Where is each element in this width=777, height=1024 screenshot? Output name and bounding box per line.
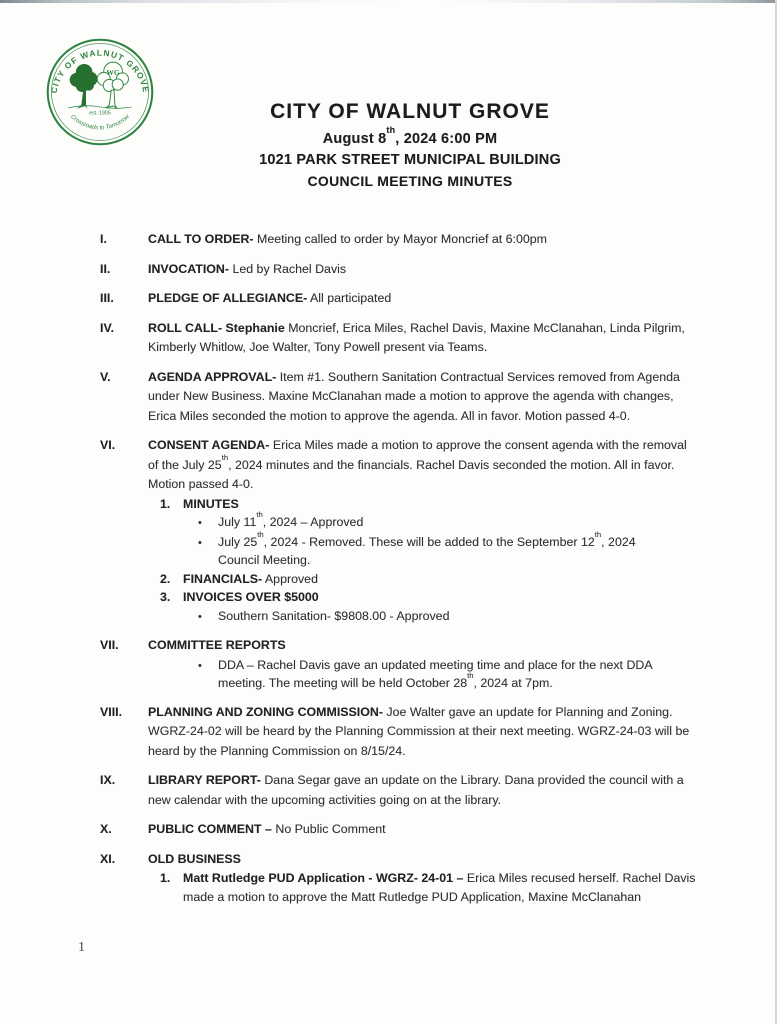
- agenda-item: [100, 319, 760, 358]
- agenda-subitem-marker: 2.: [160, 571, 171, 586]
- agenda-subitem: [160, 495, 760, 514]
- agenda-item-numeral: X.: [100, 822, 112, 836]
- agenda-item: [100, 703, 760, 762]
- agenda-item-text: CONSENT AGENDA- Erica Miles made a motion to approve the consent agenda with the removal of the July 25th, 2024 minutes and the financials. Rachel Davis seconded the motion. All in favor. Motion passed 4-0.: [148, 438, 687, 491]
- agenda-item-text: INVOCATION- Led by Rachel Davis: [148, 261, 347, 276]
- agenda-subitem: [160, 588, 760, 607]
- agenda-item-body: [148, 820, 760, 840]
- agenda-item-numeral: VI.: [100, 438, 116, 452]
- document-subtitle: COUNCIL MEETING MINUTES: [307, 173, 513, 189]
- agenda-item-text: PUBLIC COMMENT – No Public Comment: [148, 822, 386, 836]
- agenda-item-text: PLANNING AND ZONING COMMISSION- Joe Walter gave an update for Planning and Zoning. WGRZ-24-02 will be heard by the Planning Commission at their next meeting. WGRZ-24-03 will be heard by the Planning Commission on 8/15/24.: [148, 704, 690, 758]
- agenda-item-text: PLEDGE OF ALLEGIANCE- All participated: [148, 291, 392, 305]
- agenda-item-text: CALL TO ORDER- Meeting called to order by Mayor Moncrief at 6:00pm: [148, 232, 547, 246]
- agenda-item: [100, 436, 760, 626]
- solid-tree-icon: [70, 64, 98, 109]
- agenda-item-text: AGENDA APPROVAL- Item #1. Southern Sanitation Contractual Services removed from Agenda under New Business. Maxine McClanahan made a motion to approve the agenda with changes, Erica Miles seconded the motion to approve the agenda. All in favor. Motion passed 4-0.: [148, 369, 680, 423]
- seal-est-text: est. 1905: [89, 110, 111, 117]
- agenda-subitem-marker: 1.: [160, 871, 171, 885]
- agenda-item-numeral: III.: [100, 291, 114, 305]
- agenda-subitem-text: MINUTES: [183, 496, 239, 511]
- seal-ring-text: CITY OF WALNUT GROVE: [48, 47, 152, 95]
- seal-monogram: WG: [106, 68, 120, 78]
- meeting-datetime: August 8th, 2024 6:00 PM: [322, 125, 498, 147]
- agenda-item-text: COMMITTEE REPORTS: [148, 638, 286, 652]
- document-header: [160, 100, 660, 189]
- agenda-item-text: OLD BUSINESS: [148, 851, 241, 866]
- page-number: 1: [78, 940, 85, 955]
- agenda-item: [100, 771, 760, 810]
- agenda-item: [100, 850, 760, 907]
- agenda-item-numeral: I.: [100, 232, 107, 246]
- agenda-bullet: [198, 529, 760, 570]
- agenda-item-numeral: VII.: [100, 638, 119, 652]
- bullet-text: Southern Sanitation- $9808.00 - Approved: [218, 608, 450, 623]
- agenda-item: [100, 636, 760, 693]
- agenda-item-text: LIBRARY REPORT- Dana Segar gave an update on the Library. Dana provided the council with a new calendar with the upcoming activities going on at the library.: [148, 773, 684, 807]
- scan-edge-top: [0, 0, 777, 3]
- agenda-list: [100, 230, 760, 916]
- meeting-address: 1021 PARK STREET MUNICIPAL BUILDING: [259, 152, 561, 168]
- agenda-item-body: [148, 850, 760, 907]
- agenda-item-numeral: V.: [100, 369, 111, 384]
- agenda-bullet: [198, 607, 760, 627]
- agenda-item: [100, 368, 760, 427]
- bullet-icon: •: [198, 659, 202, 672]
- agenda-item-body: [148, 319, 760, 358]
- agenda-subitem-text: Matt Rutledge PUD Application - WGRZ- 24-01 – Erica Miles recused herself. Rachel Davis made a motion to approve the Matt Rutledge PUD Application, Maxine McClanahan: [183, 871, 696, 904]
- agenda-item-numeral: II.: [100, 261, 111, 276]
- agenda-subitem-text: INVOICES OVER $5000: [183, 590, 319, 604]
- agenda-item: [100, 260, 760, 280]
- agenda-subitem-marker: 3.: [160, 590, 171, 604]
- agenda-item-numeral: IX.: [100, 773, 116, 787]
- agenda-item-body: [148, 368, 760, 427]
- agenda-item-body: [148, 771, 760, 810]
- city-seal-logo: [44, 36, 156, 148]
- agenda-bullet: [198, 510, 760, 533]
- agenda-item-numeral: IV.: [100, 320, 115, 335]
- bullet-icon: •: [198, 536, 202, 549]
- agenda-subitem-text: FINANCIALS- Approved: [183, 571, 318, 586]
- bullet-text: July 25th, 2024 - Removed. These will be added to the September 12th, 2024 Council Meeting.: [218, 529, 636, 567]
- agenda-bullet: [198, 656, 760, 693]
- agenda-item-body: [148, 703, 760, 762]
- agenda-item-text: ROLL CALL- Stephanie Moncrief, Erica Miles, Rachel Davis, Maxine McClanahan, Linda Pilgrim, Kimberly Whitlow, Joe Walter, Tony Powell present via Teams.: [148, 320, 685, 354]
- agenda-item-body: [148, 636, 760, 693]
- agenda-item-numeral: VIII.: [100, 704, 123, 719]
- agenda-item-body: [148, 260, 760, 280]
- bullet-text: DDA – Rachel Davis gave an updated meeting time and place for the next DDA meeting. The meeting will be held October 28th, 2024 at 7pm.: [218, 657, 653, 690]
- agenda-item: [100, 289, 760, 309]
- agenda-item-body: [148, 230, 760, 250]
- document-title: CITY OF WALNUT GROVE: [270, 100, 550, 123]
- bullet-icon: •: [198, 517, 202, 529]
- city-seal: [44, 36, 156, 148]
- agenda-item-numeral: XI.: [100, 851, 116, 866]
- bullet-text: July 11th, 2024 – Approved: [218, 510, 364, 529]
- agenda-subitem: [160, 869, 760, 906]
- agenda-subitem: [160, 570, 760, 589]
- agenda-item: [100, 230, 760, 250]
- agenda-item-body: [148, 289, 760, 309]
- agenda-subitem-marker: 1.: [160, 496, 171, 511]
- agenda-item: [100, 820, 760, 840]
- agenda-item-body: [148, 436, 760, 626]
- bullet-icon: •: [198, 610, 202, 623]
- seal-motto-text: Crossroads to Tomorrow: [69, 114, 131, 132]
